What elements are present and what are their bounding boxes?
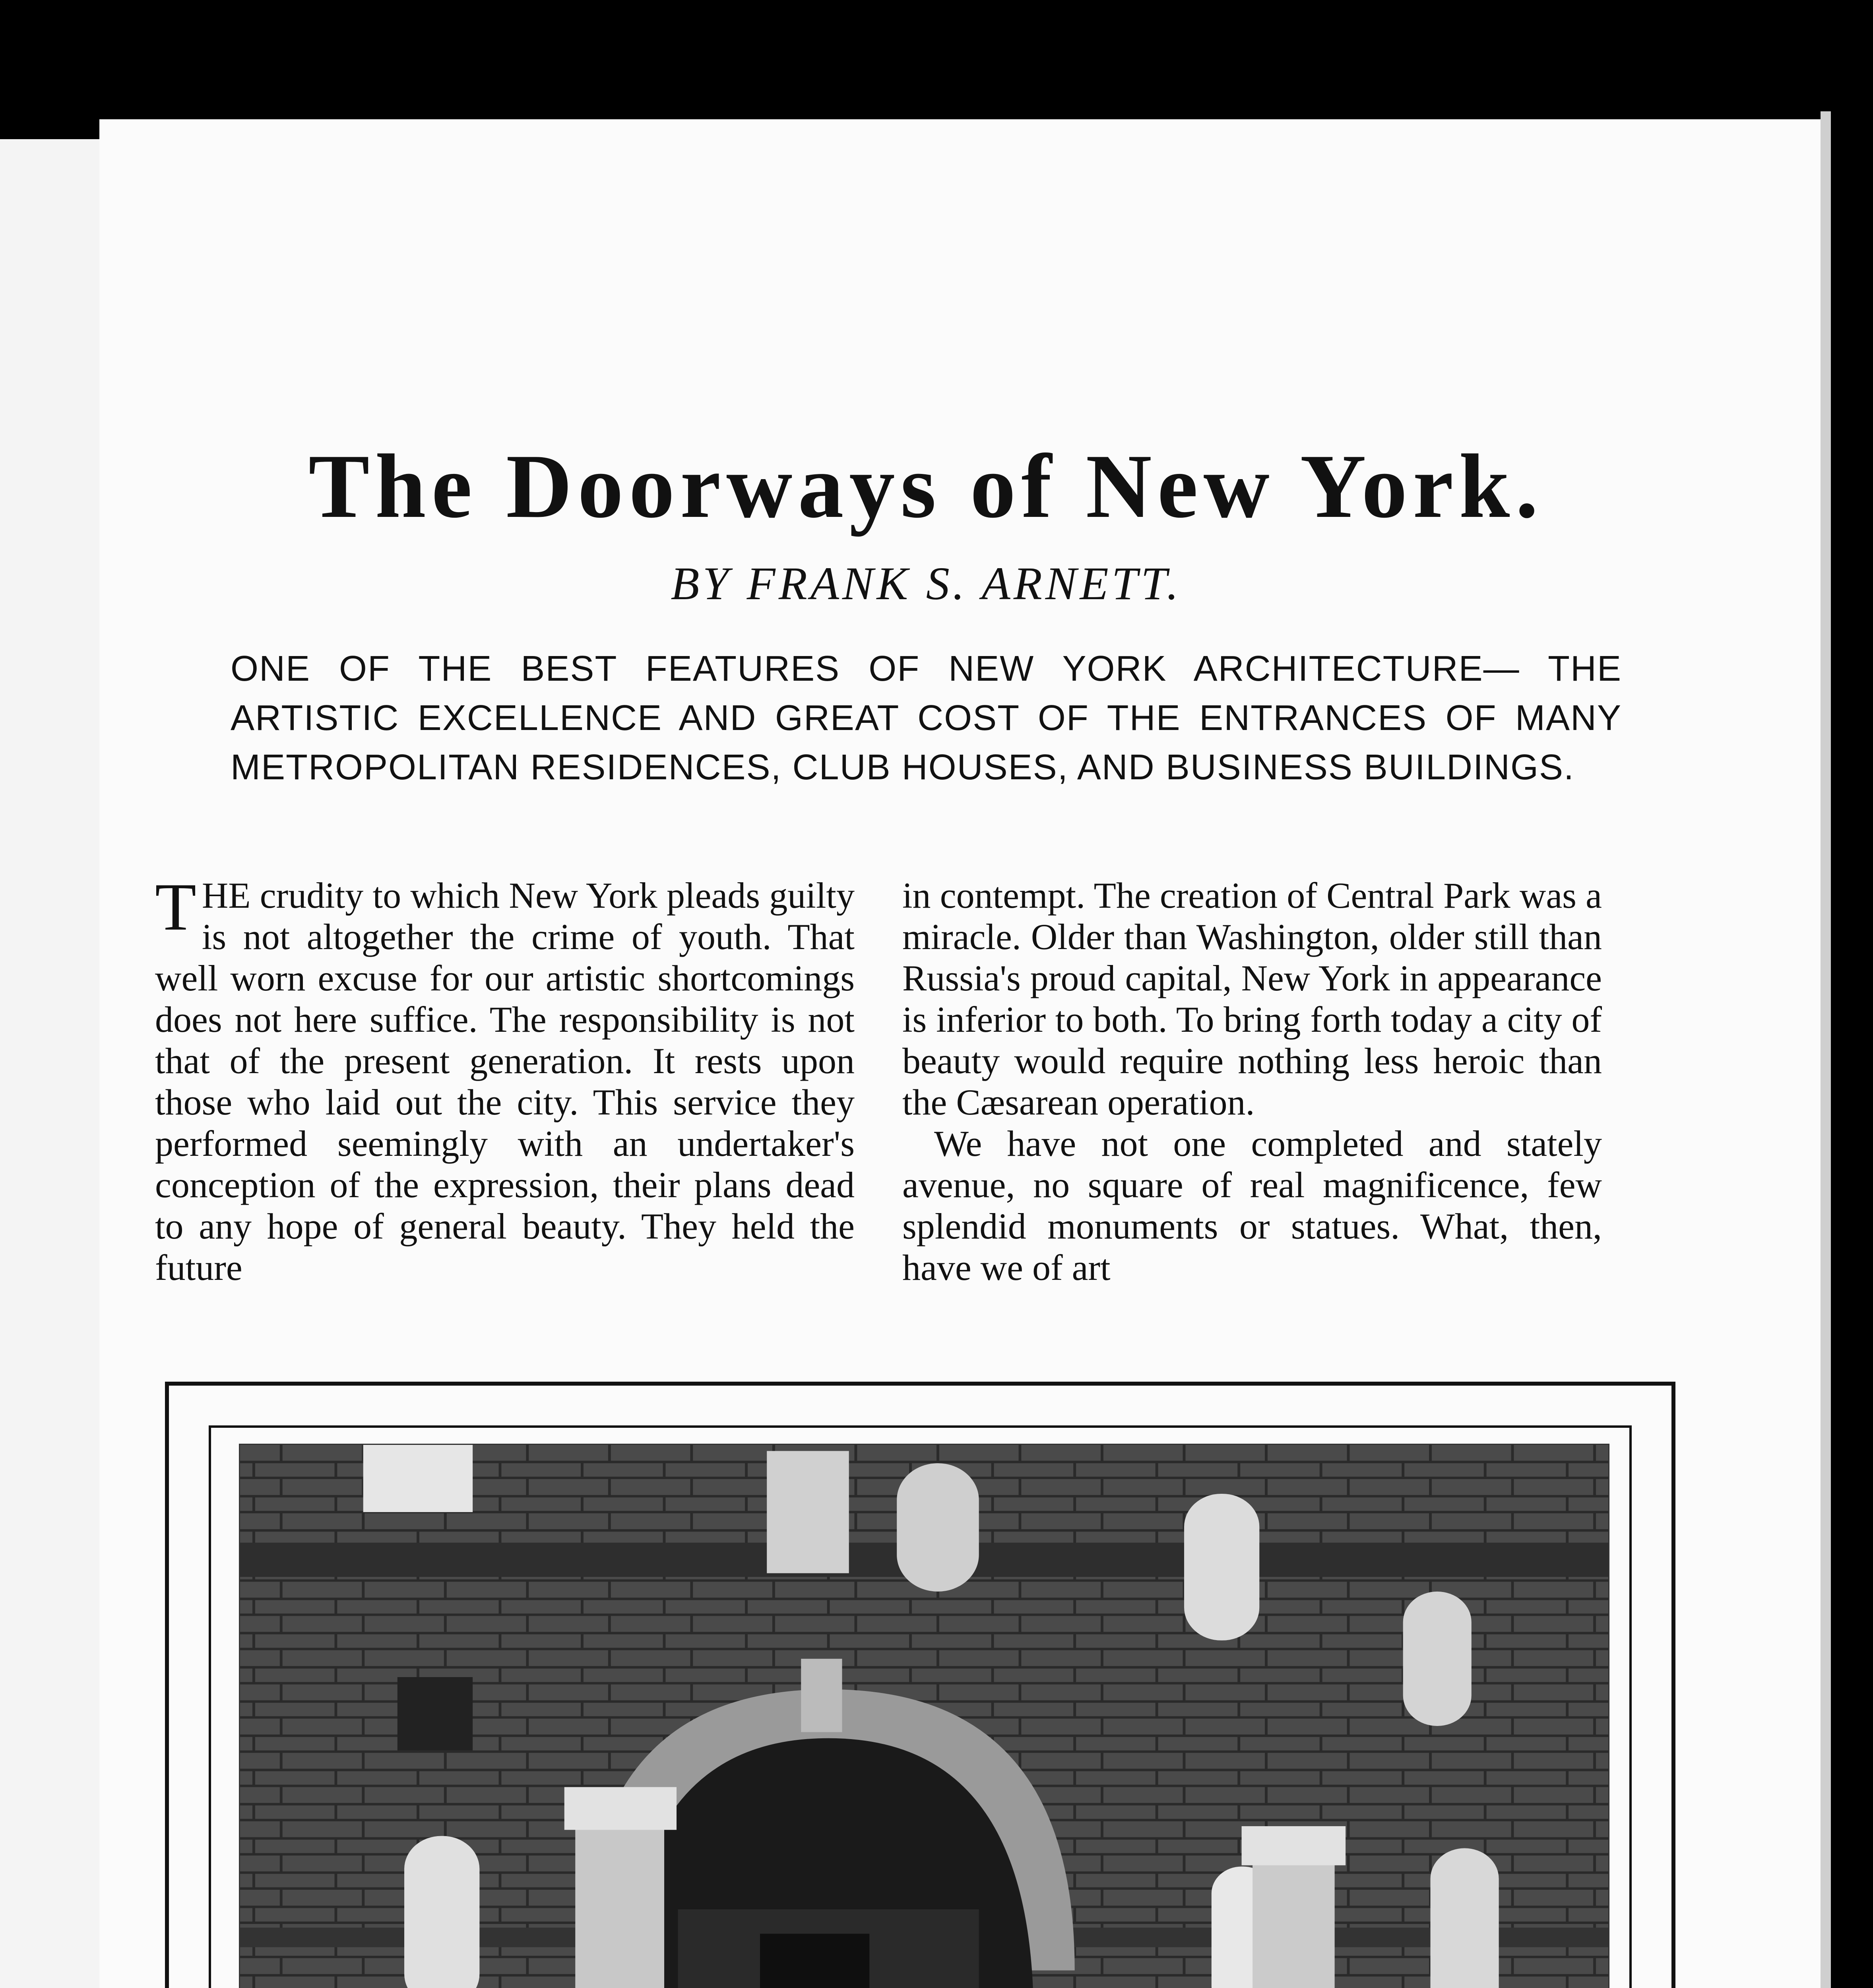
article-title: The Doorways of New York. — [308, 435, 1544, 537]
article-body — [155, 875, 1602, 1332]
body-paragraph — [155, 875, 855, 1288]
body-column-right — [902, 875, 1602, 1332]
facing-page-edge — [0, 139, 105, 1988]
article-byline: BY FRANK S. ARNETT. — [671, 557, 1182, 610]
drop-cap: T — [155, 875, 196, 944]
body-column-left — [155, 875, 855, 1332]
body-paragraph: We have not one completed and stately avenue, no square of real magnificence, few splendid monuments or statues. What, then, have we of art — [902, 1123, 1602, 1288]
body-text: HE crudity to which New York pleads guilty is not altogether the crime of youth. That well worn excuse for our artistic shortcomings does not here suffice. The responsibility is not that of the present generation. It rests upon those who laid out the city. This service they performed seemingly with an undertaker's conception of the expression, their plans dead to any hope of general beauty. They held the future — [155, 875, 855, 1288]
photo-frame — [165, 1382, 1675, 1988]
body-paragraph: in contempt. The creation of Central Park was a miracle. Older than Washington, older still than Russia's proud capital, New York in appearance is inferior to both. To bring forth today a city of beauty would require nothing less heroic than the Cæsarean operation. — [902, 875, 1602, 1122]
article-deck: ONE OF THE BEST FEATURES OF NEW YORK ARCHITECTURE— THE ARTISTIC EXCELLENCE AND GREAT COST OF THE ENTRANCES OF MANY METROPOLITAN RESIDENCES, CLUB HOUSES, AND BUSINESS BUILDINGS. — [231, 649, 1622, 787]
page-stack-edge — [1821, 111, 1831, 1988]
doorway-illustration — [240, 1445, 1608, 1988]
doorway-photograph — [239, 1444, 1609, 1988]
photo-frame-inner-rule — [209, 1425, 1632, 1988]
